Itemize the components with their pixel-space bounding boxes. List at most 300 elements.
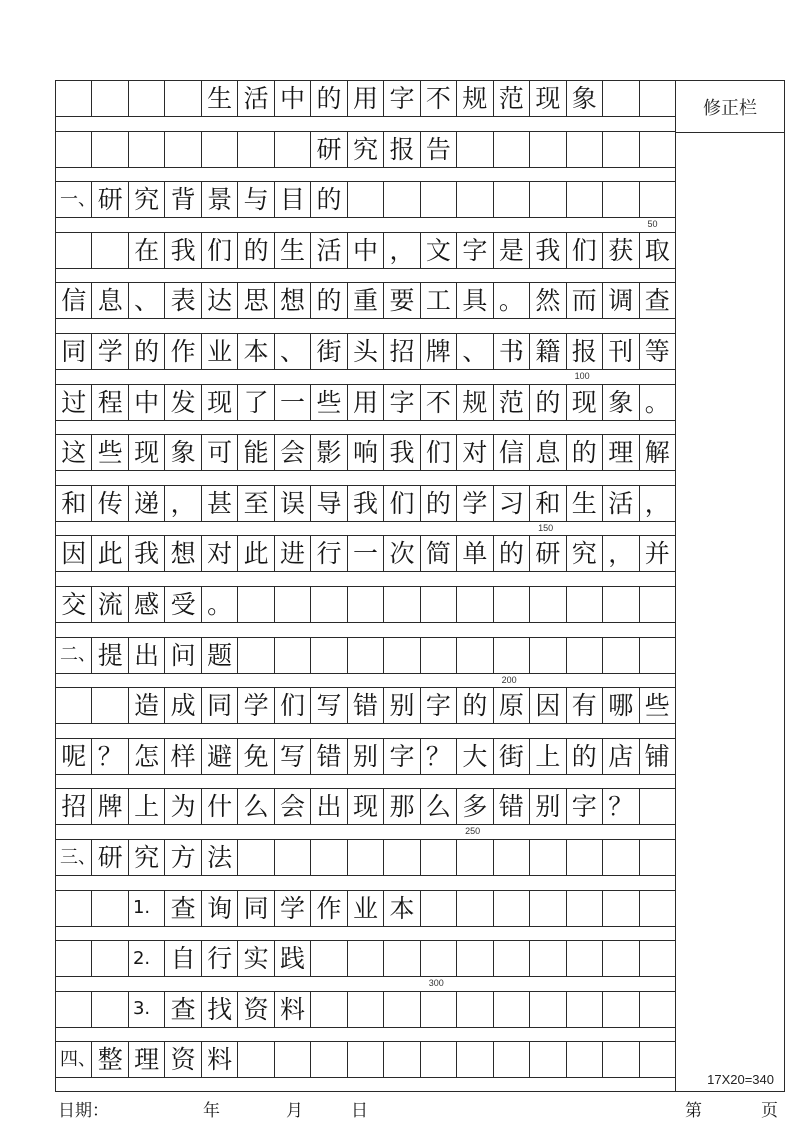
grid-cell — [457, 638, 493, 673]
grid-cell: 些 — [640, 688, 676, 723]
grid-cell — [348, 587, 384, 622]
grid-cell: 并 — [640, 536, 676, 571]
grid-cell: 那 — [384, 789, 420, 824]
grid-cell: 交 — [56, 587, 92, 622]
grid-cell — [640, 840, 676, 875]
grid-cell: 们 — [275, 688, 311, 723]
grid-cell — [348, 182, 384, 217]
grid-cell: 么 — [421, 789, 457, 824]
grid-cell — [494, 587, 530, 622]
grid-cell: 行 — [202, 941, 238, 976]
grid-cell: 此 — [238, 536, 274, 571]
grid-cell: ， — [384, 233, 420, 268]
grid-cell: 们 — [567, 233, 603, 268]
grid-cell: 别 — [530, 789, 566, 824]
grid-cell — [384, 638, 420, 673]
grid-cell: 街 — [311, 334, 347, 369]
grid-cell: 活 — [238, 81, 274, 116]
grid-cell: 错 — [348, 688, 384, 723]
grid-cell — [567, 638, 603, 673]
grid-cell — [421, 182, 457, 217]
word-count-marker: 50 — [647, 219, 658, 230]
page-number-suffix: 页 — [761, 1101, 778, 1121]
grid-cell — [457, 182, 493, 217]
grid-cell — [494, 132, 530, 167]
grid-cell: 整 — [92, 1042, 128, 1077]
grid-cell — [202, 132, 238, 167]
grid-cell: 究 — [129, 840, 165, 875]
grid-cell — [530, 992, 566, 1027]
grid-cell: 业 — [202, 334, 238, 369]
grid-cell — [384, 840, 420, 875]
grid-cell: 的 — [311, 182, 347, 217]
grid-cell: 获 — [603, 233, 639, 268]
grid-cell: 2. — [129, 941, 165, 976]
grid-cell: 表 — [165, 283, 201, 318]
grid-cell: ， — [603, 536, 639, 571]
grid-cell: 牌 — [421, 334, 457, 369]
grid-cell: 原 — [494, 688, 530, 723]
grid-cell — [457, 1042, 493, 1077]
grid-cell — [92, 688, 128, 723]
grid-cell: 这 — [56, 435, 92, 470]
grid-cell: 的 — [129, 334, 165, 369]
grid-cell: 的 — [530, 385, 566, 420]
grid-cell: ， — [165, 486, 201, 521]
grid-cell: 字 — [457, 233, 493, 268]
grid-cell — [56, 233, 92, 268]
page-footer — [58, 1096, 788, 1124]
grid-cell: 和 — [56, 486, 92, 521]
grid-row — [56, 434, 676, 471]
grid-row — [56, 485, 676, 522]
grid-cell: 写 — [275, 739, 311, 774]
grid-cell: 找 — [202, 992, 238, 1027]
grid-cell: 一 — [275, 385, 311, 420]
grid-cell: 习 — [494, 486, 530, 521]
grid-cell: 究 — [129, 182, 165, 217]
grid-cell: 中 — [275, 81, 311, 116]
grid-cell — [603, 1042, 639, 1077]
grid-cell: 避 — [202, 739, 238, 774]
grid-cell: 背 — [165, 182, 201, 217]
grid-cell — [567, 1042, 603, 1077]
word-count-marker: 250 — [465, 826, 481, 837]
grid-cell: 与 — [238, 182, 274, 217]
grid-cell: 信 — [494, 435, 530, 470]
grid-cell: 们 — [202, 233, 238, 268]
grid-cell — [56, 992, 92, 1027]
grid-cell: 调 — [603, 283, 639, 318]
grid-cell: 样 — [165, 739, 201, 774]
grid-cell: 研 — [92, 840, 128, 875]
grid-row — [56, 232, 676, 269]
grid-cell — [494, 840, 530, 875]
grid-cell: 上 — [530, 739, 566, 774]
grid-cell: 查 — [640, 283, 676, 318]
grid-cell: 本 — [238, 334, 274, 369]
grid-cell: 写 — [311, 688, 347, 723]
grid-cell: 用 — [348, 81, 384, 116]
grid-cell: 业 — [348, 891, 384, 926]
grid-cell: 哪 — [603, 688, 639, 723]
grid-cell: 么 — [238, 789, 274, 824]
grid-cell: 文 — [421, 233, 457, 268]
grid-cell — [603, 182, 639, 217]
grid-cell: 然 — [530, 283, 566, 318]
grid-cell — [494, 891, 530, 926]
grid-cell: 籍 — [530, 334, 566, 369]
grid-cell: 查 — [165, 992, 201, 1027]
grid-cell: 对 — [457, 435, 493, 470]
grid-cell: 有 — [567, 688, 603, 723]
grid-row — [56, 637, 676, 674]
grid-cell: 的 — [311, 283, 347, 318]
grid-cell: 究 — [348, 132, 384, 167]
grid-cell: 大 — [457, 739, 493, 774]
grid-cell: 报 — [567, 334, 603, 369]
grid-cell: 资 — [165, 1042, 201, 1077]
grid-row — [56, 131, 676, 168]
grid-cell — [92, 132, 128, 167]
grid-cell: 实 — [238, 941, 274, 976]
grid-cell — [421, 1042, 457, 1077]
grid-cell — [92, 891, 128, 926]
grid-cell: 学 — [275, 891, 311, 926]
grid-cell — [421, 587, 457, 622]
grid-cell: 生 — [567, 486, 603, 521]
grid-row — [56, 1041, 676, 1078]
grid-cell: 头 — [348, 334, 384, 369]
grid-cell — [238, 587, 274, 622]
grid-cell — [56, 891, 92, 926]
manuscript-sheet — [55, 80, 785, 1092]
grid-cell — [530, 891, 566, 926]
grid-cell: 研 — [311, 132, 347, 167]
grid-cell: 至 — [238, 486, 274, 521]
grid-cell — [311, 587, 347, 622]
grid-cell: 为 — [165, 789, 201, 824]
grid-cell: 方 — [165, 840, 201, 875]
grid-cell: 字 — [421, 688, 457, 723]
grid-cell: 会 — [275, 435, 311, 470]
grid-cell: 学 — [238, 688, 274, 723]
grid-cell: 范 — [494, 385, 530, 420]
grid-cell: 可 — [202, 435, 238, 470]
grid-cell: 单 — [457, 536, 493, 571]
grid-cell: 上 — [129, 789, 165, 824]
grid-cell — [348, 638, 384, 673]
grid-cell — [640, 638, 676, 673]
grid-cell: 想 — [275, 283, 311, 318]
grid-cell: 料 — [202, 1042, 238, 1077]
grid-cell: 息 — [530, 435, 566, 470]
grid-cell: 店 — [603, 739, 639, 774]
grid-cell: 。 — [494, 283, 530, 318]
grid-cell: 同 — [202, 688, 238, 723]
grid-cell: 作 — [165, 334, 201, 369]
grid-cell: 三、 — [56, 840, 92, 875]
grid-cell: 的 — [311, 81, 347, 116]
grid-row — [56, 687, 676, 724]
grid-cell: 书 — [494, 334, 530, 369]
grid-cell: 景 — [202, 182, 238, 217]
grid-cell: 招 — [384, 334, 420, 369]
grid-cell: 学 — [457, 486, 493, 521]
grid-cell: 重 — [348, 283, 384, 318]
grid-cell: 流 — [92, 587, 128, 622]
grid-cell — [275, 1042, 311, 1077]
grid-cell: 解 — [640, 435, 676, 470]
grid-cell — [530, 638, 566, 673]
grid-cell — [603, 132, 639, 167]
grid-cell: 我 — [129, 536, 165, 571]
grid-cell: 递 — [129, 486, 165, 521]
grid-cell: 过 — [56, 385, 92, 420]
grid-cell: 此 — [92, 536, 128, 571]
grid-cell: 研 — [530, 536, 566, 571]
grid-cell: 的 — [494, 536, 530, 571]
grid-cell — [238, 1042, 274, 1077]
grid-cell: 。 — [202, 587, 238, 622]
grid-cell: 字 — [384, 385, 420, 420]
grid-cell: 牌 — [92, 789, 128, 824]
grid-cell — [311, 638, 347, 673]
grid-cell: 料 — [275, 992, 311, 1027]
grid-cell: 现 — [129, 435, 165, 470]
grid-cell — [275, 587, 311, 622]
grid-cell — [603, 891, 639, 926]
grid-cell — [275, 638, 311, 673]
grid-cell: ？ — [421, 739, 457, 774]
grid-cell — [238, 840, 274, 875]
grid-cell: 不 — [421, 81, 457, 116]
grid-cell — [567, 587, 603, 622]
grid-cell: 错 — [311, 739, 347, 774]
grid-cell: 简 — [421, 536, 457, 571]
grid-cell: 们 — [421, 435, 457, 470]
grid-cell — [348, 840, 384, 875]
grid-cell — [384, 992, 420, 1027]
grid-cell — [457, 891, 493, 926]
grid-cell: 传 — [92, 486, 128, 521]
grid-cell — [56, 941, 92, 976]
grid-cell — [238, 132, 274, 167]
grid-cell — [457, 587, 493, 622]
grid-row — [56, 586, 676, 623]
grid-cell: 是 — [494, 233, 530, 268]
grid-cell: 街 — [494, 739, 530, 774]
grid-cell: 招 — [56, 789, 92, 824]
grid-cell — [421, 891, 457, 926]
grid-cell: 研 — [92, 182, 128, 217]
grid-cell — [567, 840, 603, 875]
grid-cell: 要 — [384, 283, 420, 318]
grid-cell: 活 — [311, 233, 347, 268]
grid-cell: 我 — [384, 435, 420, 470]
grid-cell: 受 — [165, 587, 201, 622]
grid-cell: 感 — [129, 587, 165, 622]
grid-cell: 四、 — [56, 1042, 92, 1077]
grid-cell — [348, 941, 384, 976]
grid-cell — [603, 81, 639, 116]
grid-cell: 影 — [311, 435, 347, 470]
word-count-marker: 150 — [538, 522, 554, 533]
grid-cell — [567, 182, 603, 217]
grid-cell: 提 — [92, 638, 128, 673]
grid-cell — [56, 132, 92, 167]
grid-cell: 资 — [238, 992, 274, 1027]
grid-cell — [92, 941, 128, 976]
grid-cell: 、 — [275, 334, 311, 369]
grid-row — [56, 738, 676, 775]
grid-cell — [56, 688, 92, 723]
grid-cell: 规 — [457, 81, 493, 116]
grid-cell — [348, 992, 384, 1027]
grid-cell — [421, 840, 457, 875]
grid-cell: 出 — [311, 789, 347, 824]
grid-cell: 行 — [311, 536, 347, 571]
grid-cell: 别 — [348, 739, 384, 774]
grid-cell: 用 — [348, 385, 384, 420]
grid-cell: 中 — [129, 385, 165, 420]
grid-cell: 呢 — [56, 739, 92, 774]
grid-cell — [384, 182, 420, 217]
grid-cell — [384, 1042, 420, 1077]
grid-cell: 成 — [165, 688, 201, 723]
grid-cell: 生 — [275, 233, 311, 268]
grid-cell — [165, 132, 201, 167]
date-label: 日期： — [58, 1101, 109, 1121]
grid-cell: 刊 — [603, 334, 639, 369]
grid-cell: ， — [640, 486, 676, 521]
grid-cell: 本 — [384, 891, 420, 926]
grid-cell: 一 — [348, 536, 384, 571]
grid-cell: 我 — [530, 233, 566, 268]
grid-cell: 甚 — [202, 486, 238, 521]
grid-cell: 导 — [311, 486, 347, 521]
grid-cell: 了 — [238, 385, 274, 420]
grid-cell: ？ — [603, 789, 639, 824]
grid-cell: 规 — [457, 385, 493, 420]
grid-cell: 字 — [567, 789, 603, 824]
grid-cell: 能 — [238, 435, 274, 470]
grid-cell: 次 — [384, 536, 420, 571]
grid-cell — [530, 587, 566, 622]
grid-cell — [640, 587, 676, 622]
word-count-marker: 200 — [501, 674, 517, 685]
grid-cell: 们 — [384, 486, 420, 521]
grid-row — [56, 80, 676, 117]
grid-cell: 询 — [202, 891, 238, 926]
grid-cell: 究 — [567, 536, 603, 571]
year-label: 年 — [203, 1101, 220, 1121]
grid-cell: 中 — [348, 233, 384, 268]
grid-cell — [530, 941, 566, 976]
grid-cell — [640, 891, 676, 926]
manuscript-grid — [55, 80, 675, 1092]
grid-cell: 些 — [92, 435, 128, 470]
grid-cell: 报 — [384, 132, 420, 167]
grid-cell — [494, 638, 530, 673]
grid-cell: 问 — [165, 638, 201, 673]
grid-cell — [56, 81, 92, 116]
grid-cell: 3. — [129, 992, 165, 1027]
grid-cell: 出 — [129, 638, 165, 673]
grid-row — [56, 839, 676, 876]
grid-cell — [530, 132, 566, 167]
grid-cell: 象 — [165, 435, 201, 470]
grid-cell: 的 — [567, 435, 603, 470]
grid-cell: 的 — [567, 739, 603, 774]
grid-cell — [530, 182, 566, 217]
grid-cell: 二、 — [56, 638, 92, 673]
grid-cell — [603, 587, 639, 622]
grid-cell: 的 — [238, 233, 274, 268]
grid-cell — [567, 992, 603, 1027]
grid-cell — [311, 992, 347, 1027]
grid-cell: 查 — [165, 891, 201, 926]
grid-cell: 免 — [238, 739, 274, 774]
grid-cell: 程 — [92, 385, 128, 420]
grid-row — [56, 384, 676, 421]
grid-cell — [530, 1042, 566, 1077]
grid-cell — [238, 638, 274, 673]
grid-cell: 同 — [238, 891, 274, 926]
grid-cell: 的 — [457, 688, 493, 723]
grid-row — [56, 535, 676, 572]
grid-cell — [92, 233, 128, 268]
grid-cell — [494, 992, 530, 1027]
grid-cell: 象 — [603, 385, 639, 420]
grid-row — [56, 940, 676, 977]
grid-cell: 学 — [92, 334, 128, 369]
grid-cell: 自 — [165, 941, 201, 976]
grid-cell: 现 — [202, 385, 238, 420]
grid-cell: 法 — [202, 840, 238, 875]
grid-cell — [92, 992, 128, 1027]
grid-cell — [384, 941, 420, 976]
grid-cell: 因 — [56, 536, 92, 571]
grid-cell — [457, 840, 493, 875]
grid-cell: 不 — [421, 385, 457, 420]
grid-cell — [494, 182, 530, 217]
grid-cell: 想 — [165, 536, 201, 571]
grid-cell — [640, 81, 676, 116]
day-label: 日 — [351, 1101, 368, 1121]
grid-cell — [603, 992, 639, 1027]
grid-cell: 活 — [603, 486, 639, 521]
grid-cell — [640, 182, 676, 217]
grid-cell: 因 — [530, 688, 566, 723]
grid-cell — [129, 132, 165, 167]
grid-cell: 思 — [238, 283, 274, 318]
grid-cell — [603, 840, 639, 875]
grid-cell — [603, 638, 639, 673]
grid-cell: 多 — [457, 789, 493, 824]
grid-cell: 工 — [421, 283, 457, 318]
grid-cell: 对 — [202, 536, 238, 571]
grid-cell — [567, 891, 603, 926]
grid-cell — [384, 587, 420, 622]
grid-cell — [457, 941, 493, 976]
grid-cell — [457, 132, 493, 167]
grid-row — [56, 788, 676, 825]
grid-cell — [567, 132, 603, 167]
grid-cell — [603, 941, 639, 976]
grid-row — [56, 333, 676, 370]
grid-cell: 1. — [129, 891, 165, 926]
